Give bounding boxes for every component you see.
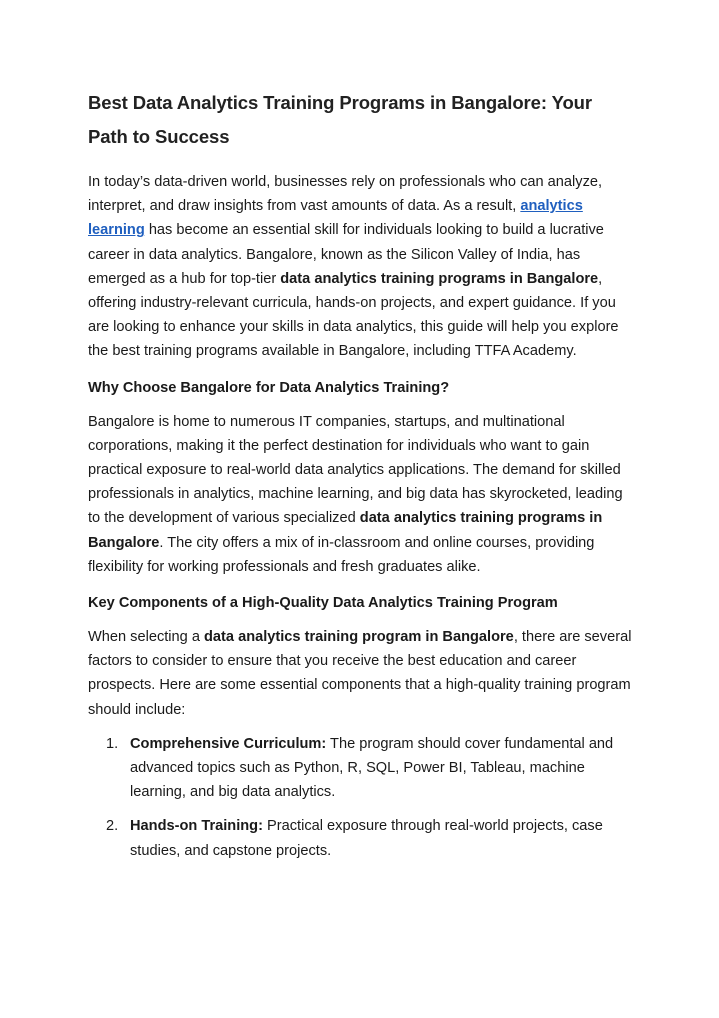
key-text-1: When selecting a bbox=[88, 629, 205, 646]
section-heading-why-bangalore: Why Choose Bangalore for Data Analytics Training? bbox=[88, 379, 450, 396]
intro-text-3: , offering industry-relevant curricula, hands-on projects, and expert guidance. If you are looking to enhance your skills in data analytics, this guide will help you explore the best training programs available in Bangalore, including TTFA Academy. bbox=[88, 270, 619, 360]
list-item bbox=[88, 732, 634, 805]
key-text-2: , there are several factors to consider to ensure that you receive the best education and career prospects. Here are some essential components that a high-quality training program should include: bbox=[88, 629, 632, 718]
why-bangalore-paragraph bbox=[88, 410, 634, 579]
list-item-number: 1. bbox=[106, 735, 119, 752]
section-heading-key-components: Key Components of a High-Quality Data Analytics Training Program bbox=[88, 595, 558, 612]
analytics-learning-link[interactable]: analytics learning bbox=[88, 198, 583, 239]
key-bold-phrase: data analytics training program in Bangalore bbox=[204, 629, 514, 646]
list-item bbox=[88, 814, 634, 862]
document-page bbox=[88, 86, 634, 873]
intro-bold-phrase: data analytics training programs in Bangalore bbox=[280, 270, 599, 287]
list-item-label: Comprehensive Curriculum: bbox=[130, 735, 327, 752]
intro-text-1: In today’s data-driven world, businesses rely on professionals who can analyze, interpret, and draw insights from vast amounts of data. As a result, bbox=[88, 174, 603, 215]
intro-text-2: has become an essential skill for individuals looking to build a lucrative career in data analytics. Bangalore, known as the Silicon Valley of India, has emerged as a hub for top-tier bbox=[88, 222, 604, 287]
intro-paragraph bbox=[88, 170, 634, 364]
page-title: Best Data Analytics Training Programs in Bangalore: Your Path to Success bbox=[88, 92, 592, 147]
list-item-text: The program should cover fundamental and advanced topics such as Python, R, SQL, Power BI, Tableau, machine learning, and big data analytics. bbox=[130, 735, 614, 801]
key-components-paragraph bbox=[88, 625, 634, 722]
why-bold-phrase: data analytics training programs in Bangalore bbox=[88, 510, 603, 551]
why-text-2: . The city offers a mix of in-classroom and online courses, providing flexibility for working professionals and fresh graduates alike. bbox=[88, 534, 595, 575]
why-text-1: Bangalore is home to numerous IT companies, startups, and multinational corporations, making it the perfect destination for individuals who want to gain practical exposure to real-world data analytics applications. The demand for skilled professionals in analytics, machine learning, and big data has skyrocketed, leading to the development of various specialized bbox=[88, 413, 623, 527]
list-item-text: Practical exposure through real-world projects, case studies, and capstone projects. bbox=[130, 818, 603, 859]
list-item-label: Hands-on Training: bbox=[130, 818, 263, 835]
list-item-number: 2. bbox=[106, 818, 119, 835]
components-list bbox=[88, 732, 634, 863]
